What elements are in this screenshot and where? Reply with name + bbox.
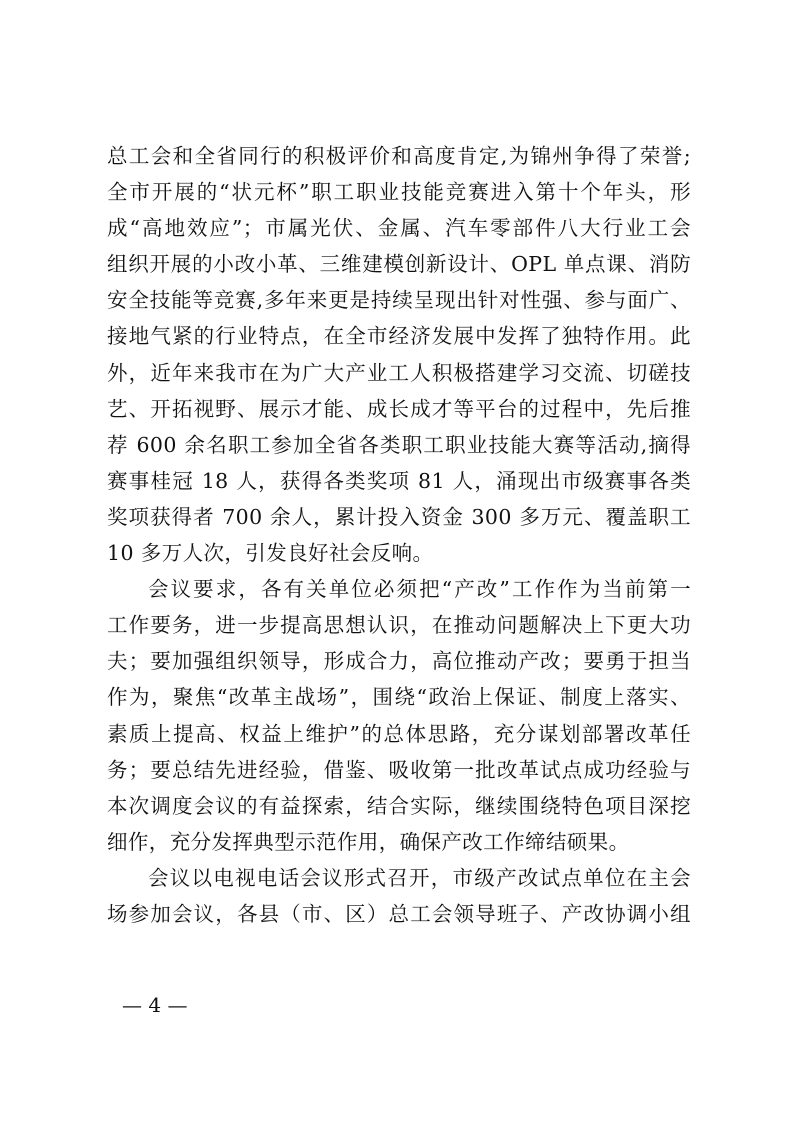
text-line: 务；要总结先进经验，借鉴、吸收第一批改革试点成功经验与 <box>107 757 691 782</box>
document-body <box>107 138 691 932</box>
text-line: 外，近年来我市在为广大产业工人积极搭建学习交流、切磋技 <box>107 360 691 385</box>
text-line: 奖项获得者 700 余人，累计投入资金 300 多万元、覆盖职工 <box>107 504 691 529</box>
text-line: 工作要务，进一步提高思想认识，在推动问题解决上下更大功 <box>107 613 691 638</box>
text-line: 组织开展的小改小革、三维建模创新设计、OPL 单点课、消防 <box>107 252 691 277</box>
text-line: 荐 600 余名职工参加全省各类职工职业技能大赛等活动,摘得 <box>107 432 691 457</box>
text-line: 安全技能等竞赛,多年来更是持续呈现出针对性强、参与面广、 <box>107 288 691 313</box>
text-line: 场参加会议，各县（市、区）总工会领导班子、产改协调小组 <box>107 901 691 926</box>
text-line: 赛事桂冠 18 人，获得各类奖项 81 人，涌现出市级赛事各类 <box>107 468 691 493</box>
text-line-paragraph-end: 10 多万人次，引发良好社会反响。 <box>107 541 434 566</box>
text-line: 本次调度会议的有益探索，结合实际，继续围绕特色项目深挖 <box>107 793 691 818</box>
text-line-paragraph-start: 会议以电视电话会议形式召开，市级产改试点单位在主会 <box>148 865 691 890</box>
text-line: 作为，聚焦“改革主战场”，围绕“政治上保证、制度上落实、 <box>107 685 691 710</box>
text-line: 素质上提高、权益上维护”的总体思路，充分谋划部署改革任 <box>107 721 691 746</box>
text-line: 成“高地效应”；市属光伏、金属、汽车零部件八大行业工会 <box>107 216 691 241</box>
text-line-paragraph-end: 细作，充分发挥典型示范作用，确保产改工作缔结硕果。 <box>107 829 630 854</box>
text-line: 总工会和全省同行的积极评价和高度肯定,为锦州争得了荣誉; <box>107 144 691 168</box>
text-line: 艺、开拓视野、展示才能、成长成才等平台的过程中，先后推 <box>107 396 691 421</box>
text-line: 夫；要加强组织领导，形成合力，高位推动产改；要勇于担当 <box>107 649 691 674</box>
text-line: 全市开展的“状元杯”职工职业技能竞赛进入第十个年头，形 <box>107 180 691 205</box>
text-line-paragraph-start: 会议要求，各有关单位必须把“产改”工作作为当前第一 <box>148 577 691 602</box>
page-number: — 4 — <box>122 993 188 1017</box>
text-line: 接地气紧的行业特点，在全市经济发展中发挥了独特作用。此 <box>107 324 691 349</box>
